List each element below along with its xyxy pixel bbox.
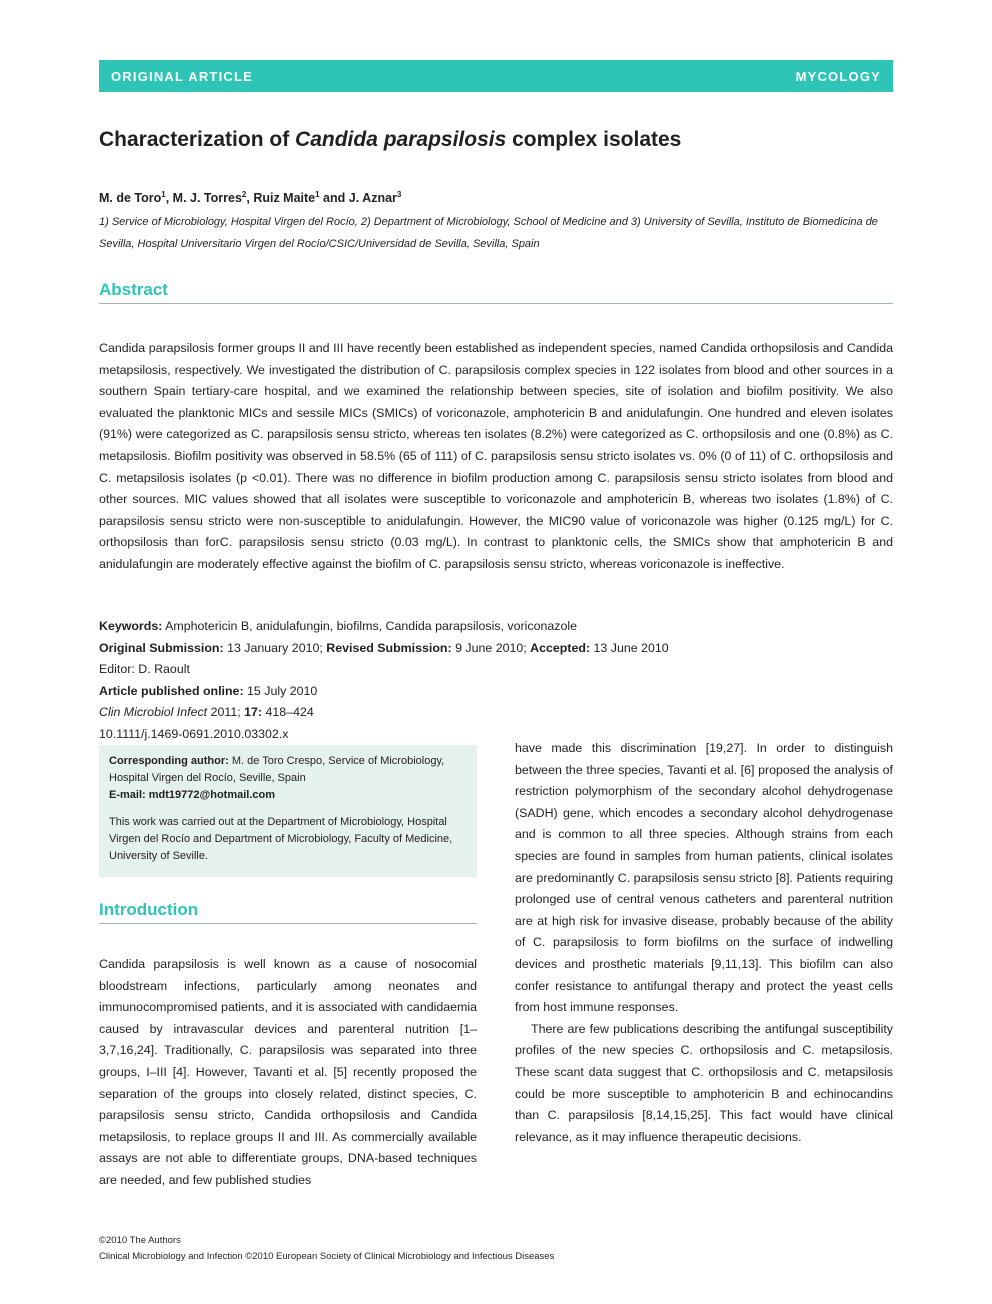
affiliations: 1) Service of Microbiology, Hospital Virgen del Rocío, 2) Department of Microbiology, School of Medicine and 3) University of Sevilla, Instituto de Biomedicina de Sevilla, Hospital Universitario Virgen del Rocío/CSIC/Universidad de Sevilla, Sevilla, Spain (99, 216, 878, 250)
right-column (515, 738, 893, 1148)
author: Ruiz Maite (253, 191, 316, 206)
author: M. J. Torres (172, 191, 242, 206)
author-list: M. de Toro$^1$, M. J. Torres$^2$, Ruiz Maite$^1$ and J. Aznar$^3$ (99, 190, 402, 206)
introduction-heading: Introduction (99, 900, 477, 924)
author: M. de Toro (99, 191, 162, 206)
intro-paragraph-1: Candida parapsilosis is well known as a cause of nosocomial bloodstream infections, particularly among neonates and immunocompromised patients, and it is associated with candidaemia caused by intravascular devices and parenteral nutrition [1–3,7,16,24]. Traditionally, C. parapsilosis was separated into three groups, I–III [4]. However, Tavanti et al. [5] recently proposed the separation of the groups into closely related, distinct species, C. parapsilosis sensu stricto, Candida orthopsilosis and Candida metapsilosis, to replace groups II and III. As commercially available assays are not able to differentiate groups, DNA-based techniques are needed, and few published studies (99, 957, 477, 1187)
abstract-heading: Abstract (99, 280, 893, 304)
journal-citation: Clin Microbiol Infect 2011; 17: 418–424 (99, 705, 314, 719)
left-column (99, 954, 477, 1192)
email-link[interactable]: mdt19772@hotmail.com (148, 789, 276, 801)
subject-label: MYCOLOGY (795, 68, 881, 84)
intro-paragraph-3: There are few publications describing the antifungal susceptibility profiles of the new species C. orthopsilosis and C. metapsilosis. These scant data suggest that C. orthopsilosis and C. metapsilosis could be more susceptible to amphotericin B and echinocandins than C. parapsilosis [8,14,15,25]. This fact would have clinical relevance, as it may influence therapeutic decisions. (515, 1021, 893, 1144)
intro-paragraph-2: have made this discrimination [19,27]. In order to distinguish between the three species, Tavanti et al. [6] proposed the analysis of restriction polymorphism of the secondary alcohol dehydrogenase (SADH) gene, which encodes a secondary alcohol dehydrogenase and is common to all three species. Although strains from each species are found in samples from human patients, clinical isolates are predominantly C. parapsilosis sensu stricto [8]. Patients requiring prolonged use of central venous catheters and parenteral nutrition are at high risk for invasive disease, probably because of the ability of C. parapsilosis to form biofilms on the surface of indwelling devices and prosthetic materials [9,11,13]. This biofilm can also confer resistance to antifungal therapy and protect the yeast cells from host immune responses. (515, 741, 893, 1015)
correspondence-box: Corresponding author: M. de Toro Crespo, Service of Microbiology, Hospital Virgen del Rocío, Seville, Spain E-mail: mdt19772@hotmail.com This work was carried out at the Department of Microbiology, Hospital Virgen del Rocío and Department of Microbiology, Faculty of Medicine, University of Seville. (99, 745, 477, 877)
editor: Editor: D. Raoult (99, 662, 190, 676)
section-header-bar (99, 60, 893, 92)
article-title: Characterization of Candida parapsilosis complex isolates (99, 128, 682, 151)
work-note: This work was carried out at the Department of Microbiology, Hospital Virgen del Rocío and Department of Microbiology, Faculty of Medicine, University of Seville. (109, 816, 453, 862)
copyright-line: ©2010 The Authors (99, 1235, 181, 1246)
article-metadata: Keywords: Amphotericin B, anidulafungin, biofilms, Candida parapsilosis, voriconazole Original Submission: 13 January 2010; Revised Submission: 9 June 2010; Accepted: 13 June 2010 Editor: D. Raoult Article published online: 15 July 2010 Clin Microbiol Infect 2011; 17: 418–424 10.1111/j.1469-0691.2010.03302.x (99, 616, 519, 745)
page-footer (99, 1233, 554, 1265)
author: J. Aznar (348, 191, 397, 206)
abstract-text: Candida parapsilosis former groups II and III have recently been established as independent species, named Candida orthopsilosis and Candida metapsilosis, respectively. We investigated the distribution of C. parapsilosis complex species in 122 isolates from blood and other sources in a southern Spain tertiary-care hospital, and we examined the relationship between species, site of isolation and biofilm positivity. We also evaluated the planktonic MICs and sessile MICs (SMICs) of voriconazole, amphotericin B and anidulafungin. One hundred and eleven isolates (91%) were categorized as C. parapsilosis sensu stricto, whereas ten isolates (8.2%) were categorized as C. orthopsilosis and one (0.8%) as C. metapsilosis. Biofilm positivity was observed in 58.5% (65 of 111) of C. parapsilosis sensu stricto isolates vs. 0% (0 of 11) of C. orthopsilosis and C. metapsilosis isolates (p <0.01). There was no difference in biofilm production among C. parapsilosis sensu stricto isolates from blood and other sources. MIC values showed that all isolates were susceptible to voriconazole and amphotericin B, whereas two isolates (1.8%) of C. parapsilosis sensu stricto were non-susceptible to anidulafungin. However, the MIC90 value of voriconazole was higher (0.125 mg/L) for C. orthopsilosis than forC. parapsilosis sensu stricto (0.03 mg/L). In contrast to planktonic cells, the SMICs show that amphotericin B and anidulafungin are moderately effective against the biofilm of C. parapsilosis sensu stricto, whereas voriconazole is ineffective. (99, 341, 893, 571)
article-type-label: ORIGINAL ARTICLE (111, 68, 253, 84)
keywords: Amphotericin B, anidulafungin, biofilms, Candida parapsilosis, voriconazole (165, 619, 577, 633)
journal-copyright-line: Clinical Microbiology and Infection ©2010 European Society of Clinical Microbiology and Infectious Diseases (99, 1251, 555, 1262)
doi[interactable]: 10.1111/j.1469-0691.2010.03302.x (99, 726, 289, 741)
